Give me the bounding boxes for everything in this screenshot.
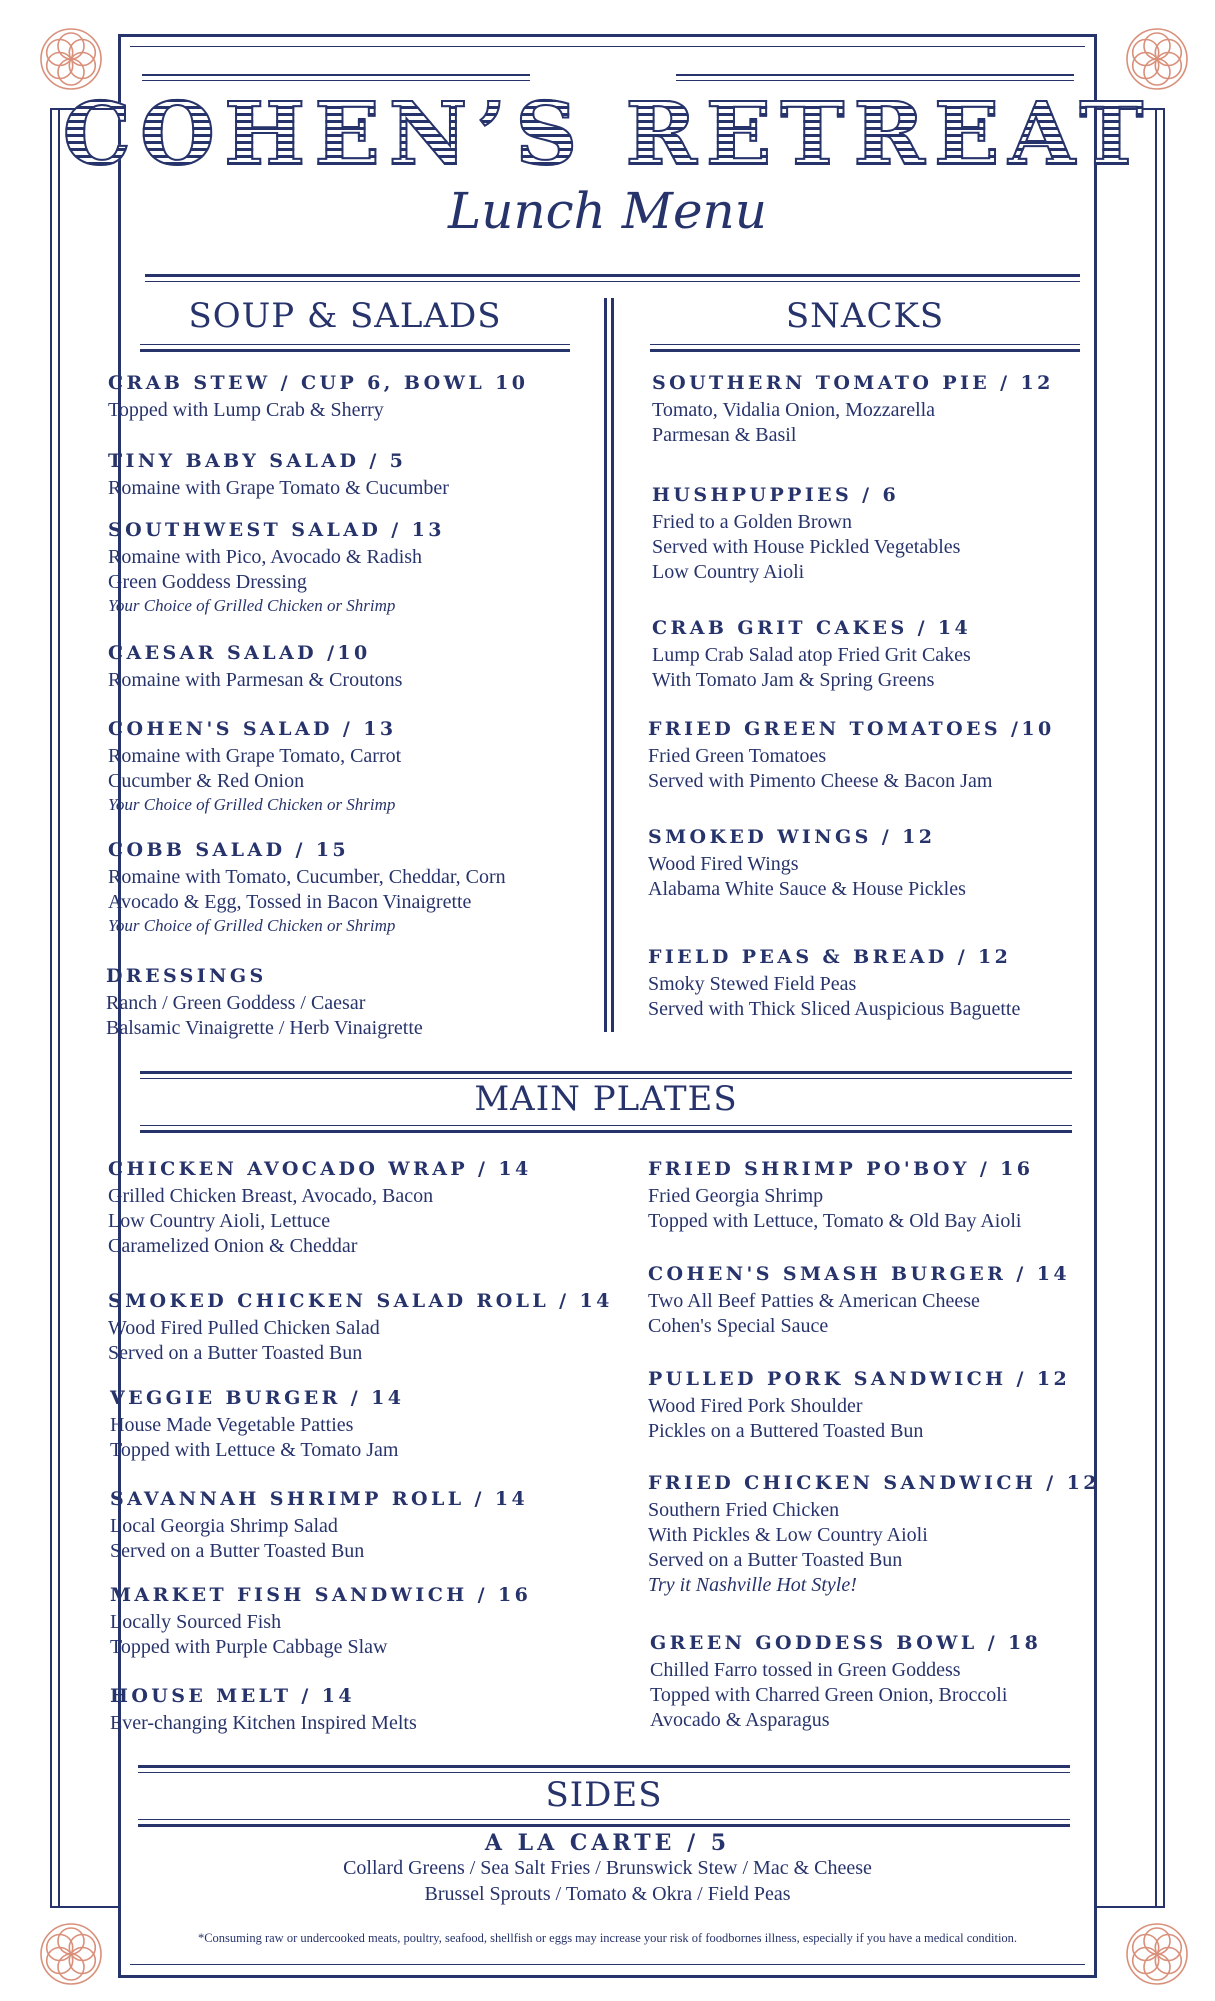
menu-item-name: HOUSE MELT / 14 (110, 1685, 355, 1707)
menu-item (108, 1290, 613, 1366)
section-rule (140, 1071, 1072, 1074)
menu-item-desc: Romaine with Parmesan & Croutons (108, 669, 403, 691)
menu-item-desc: Romaine with Tomato, Cucumber, Cheddar, Corn (108, 866, 506, 888)
menu-item-note: Your Choice of Grilled Chicken or Shrimp (108, 916, 396, 935)
menu-item-desc: Tomato, Vidalia Onion, Mozzarella (652, 399, 936, 421)
frame-border-side-left-inner (58, 108, 60, 1908)
frame-border-outer-right (1094, 34, 1097, 1978)
menu-item-name: SOUTHWEST SALAD / 13 (108, 519, 445, 541)
frame-border-outer-bottom (118, 1975, 1097, 1978)
menu-item-desc: Avocado & Asparagus (650, 1709, 830, 1731)
menu-item-name: VEGGIE BURGER / 14 (110, 1387, 405, 1409)
menu-item (648, 1368, 1070, 1444)
menu-item-desc: Served on a Butter Toasted Bun (108, 1342, 363, 1364)
menu-item (648, 1263, 1070, 1339)
menu-item-name: GREEN GODDESS BOWL / 18 (650, 1632, 1042, 1654)
frame-corner-bl (50, 1906, 120, 1908)
menu-item (108, 519, 445, 617)
section-rule (650, 344, 1080, 345)
menu-item (108, 372, 528, 423)
menu-item-name: CAESAR SALAD /10 (108, 642, 371, 664)
menu-item-desc: Local Georgia Shrimp Salad (110, 1515, 338, 1537)
menu-item-name: MARKET FISH SANDWICH / 16 (110, 1584, 532, 1606)
menu-item-desc: Fried to a Golden Brown (652, 511, 852, 533)
menu-item-desc: Wood Fired Wings (648, 853, 799, 875)
header-divider-2 (145, 281, 1080, 282)
menu-item-note: Try it Nashville Hot Style! (648, 1574, 857, 1596)
sides-a-la-carte-title: A LA CARTE / 5 (484, 1830, 731, 1856)
menu-item (110, 1584, 531, 1660)
menu-item-note: Your Choice of Grilled Chicken or Shrimp (108, 596, 396, 615)
menu-item-name: SAVANNAH SHRIMP ROLL / 14 (110, 1488, 529, 1510)
menu-item-name: HUSHPUPPIES / 6 (652, 484, 900, 506)
menu-item-name: FRIED CHICKEN SANDWICH / 12 (648, 1472, 1100, 1494)
menu-item (108, 1158, 532, 1259)
menu-item-desc: Cucumber & Red Onion (108, 770, 305, 792)
menu-item (108, 718, 401, 816)
menu-item-desc: Low Country Aioli (652, 561, 805, 583)
frame-border-side-right (1155, 108, 1157, 1908)
menu-item (110, 1685, 417, 1736)
menu-item-name: COHEN'S SMASH BURGER / 14 (648, 1263, 1070, 1285)
menu-item-desc: Two All Beef Patties & American Cheese (648, 1290, 980, 1312)
section-heading-snacks: SNACKS (785, 296, 945, 336)
menu-item-desc: With Pickles & Low Country Aioli (648, 1524, 928, 1546)
column-divider (604, 298, 607, 1032)
menu-item (648, 1158, 1033, 1234)
menu-item-desc: Served with Thick Sliced Auspicious Baguette (648, 998, 1021, 1020)
menu-item-name: SOUTHERN TOMATO PIE / 12 (652, 372, 1054, 394)
section-rule (138, 1765, 1070, 1768)
section-rule-2 (140, 349, 570, 352)
section-rule-2 (138, 1772, 1070, 1773)
menu-item-desc: Topped with Lump Crab & Sherry (108, 399, 384, 421)
section-rule (140, 344, 570, 345)
menu-item (108, 450, 449, 501)
frame-border-inner-top (130, 46, 1085, 47)
menu-item-desc: Served with Pimento Cheese & Bacon Jam (648, 770, 993, 792)
menu-item-desc: Topped with Lettuce, Tomato & Old Bay Aioli (648, 1210, 1022, 1232)
menu-item-name: CRAB STEW / CUP 6, BOWL 10 (108, 372, 529, 394)
menu-item-name: PULLED PORK SANDWICH / 12 (648, 1368, 1071, 1390)
header-rule-left-2 (142, 80, 530, 81)
menu-item-name: COBB SALAD / 15 (108, 839, 350, 861)
rosette-ornament-icon (38, 26, 104, 92)
menu-item-name: SMOKED WINGS / 12 (648, 826, 936, 848)
menu-item-desc: Fried Georgia Shrimp (648, 1185, 824, 1207)
menu-item (108, 642, 402, 693)
section-rule (138, 1819, 1070, 1820)
menu-item-desc: Smoky Stewed Field Peas (648, 973, 857, 995)
menu-item-desc: Locally Sourced Fish (110, 1611, 282, 1633)
menu-item-desc: Grilled Chicken Breast, Avocado, Bacon (108, 1185, 434, 1207)
header-rule-left (142, 74, 530, 76)
frame-corner-br (1095, 1906, 1165, 1908)
menu-item (648, 1472, 1100, 1598)
menu-item-name: CHICKEN AVOCADO WRAP / 14 (108, 1158, 532, 1180)
section-rule (140, 1125, 1072, 1126)
menu-item-desc: Ever-changing Kitchen Inspired Melts (110, 1712, 417, 1734)
menu-item-desc: Green Goddess Dressing (108, 571, 307, 593)
menu-item-desc: Parmesan & Basil (652, 424, 797, 446)
menu-item-name: DRESSINGS (106, 965, 267, 987)
menu-item-desc: Caramelized Onion & Cheddar (108, 1235, 358, 1257)
menu-item-name: COHEN'S SALAD / 13 (108, 718, 397, 740)
menu-item-desc: Alabama White Sauce & House Pickles (648, 878, 966, 900)
menu-item-name: SMOKED CHICKEN SALAD ROLL / 14 (108, 1290, 613, 1312)
section-rule-2 (650, 349, 1080, 352)
rosette-ornament-icon (1124, 26, 1190, 92)
menu-item-desc: Pickles on a Buttered Toasted Bun (648, 1420, 924, 1442)
header-rule-right-2 (676, 80, 1074, 81)
section-heading-main-plates: MAIN PLATES (474, 1079, 738, 1119)
menu-item-name: FRIED SHRIMP PO'BOY / 16 (648, 1158, 1034, 1180)
header-divider (145, 274, 1080, 277)
menu-item-desc: Southern Fried Chicken (648, 1499, 840, 1521)
frame-border-outer-top (118, 34, 1097, 37)
menu-item-desc: Romaine with Pico, Avocado & Radish (108, 546, 423, 568)
menu-item (110, 1488, 528, 1564)
menu-item-desc: With Tomato Jam & Spring Greens (652, 669, 935, 691)
menu-item-desc: Topped with Purple Cabbage Slaw (110, 1636, 388, 1658)
menu-item (648, 946, 1020, 1022)
menu-item-desc: Topped with Charred Green Onion, Broccoli (650, 1684, 1008, 1706)
menu-item-desc: Served on a Butter Toasted Bun (110, 1540, 365, 1562)
frame-border-inner-bottom (130, 1964, 1085, 1965)
menu-item-desc: Romaine with Grape Tomato & Cucumber (108, 477, 449, 499)
menu-item-name: TINY BABY SALAD / 5 (108, 450, 407, 472)
menu-item-desc: Balsamic Vinaigrette / Herb Vinaigrette (106, 1017, 423, 1039)
menu-item-desc: Wood Fired Pork Shoulder (648, 1395, 863, 1417)
menu-item-desc: Served with House Pickled Vegetables (652, 536, 961, 558)
menu-item-desc: Lump Crab Salad atop Fried Grit Cakes (652, 644, 971, 666)
frame-border-side-right-inner (1163, 108, 1165, 1908)
menu-item-desc: Fried Green Tomatoes (648, 745, 827, 767)
section-heading-sides: SIDES (545, 1775, 663, 1815)
menu-subtitle: Lunch Menu (448, 182, 767, 240)
header-rule-right (676, 74, 1074, 76)
menu-item-desc: Wood Fired Pulled Chicken Salad (108, 1317, 380, 1339)
column-divider-2 (611, 298, 614, 1032)
sides-list-line-2: Brussel Sprouts / Tomato & Okra / Field Peas (424, 1883, 791, 1905)
menu-item (652, 484, 960, 585)
menu-item-desc: Topped with Lettuce & Tomato Jam (110, 1439, 399, 1461)
menu-item-desc: Ranch / Green Goddess / Caesar (106, 992, 366, 1014)
menu-item (108, 839, 506, 937)
food-safety-disclaimer: *Consuming raw or undercooked meats, poultry, seafood, shellfish or eggs may increase your risk of foodbornes illness, especially if you have a medical condition. (197, 1931, 1018, 1945)
restaurant-title: COHEN’S RETREAT (0, 92, 1215, 178)
frame-border-side-left (50, 108, 52, 1908)
menu-item-desc: Avocado & Egg, Tossed in Bacon Vinaigrette (108, 891, 472, 913)
menu-item-desc: Cohen's Special Sauce (648, 1315, 829, 1337)
menu-item-dressings (106, 965, 423, 1041)
section-rule-2 (140, 1130, 1072, 1133)
menu-item-note: Your Choice of Grilled Chicken or Shrimp (108, 795, 396, 814)
menu-item (648, 718, 1055, 794)
menu-item-desc: Served on a Butter Toasted Bun (648, 1549, 903, 1571)
menu-item (110, 1387, 404, 1463)
menu-item-desc: Romaine with Grape Tomato, Carrot (108, 745, 402, 767)
menu-item (652, 617, 971, 693)
menu-item-name: FRIED GREEN TOMATOES /10 (648, 718, 1055, 740)
menu-item (650, 1632, 1041, 1733)
menu-item (652, 372, 1054, 448)
section-heading-soup-salads: SOUP & SALADS (188, 296, 502, 336)
menu-item (648, 826, 966, 902)
menu-item-desc: House Made Vegetable Patties (110, 1414, 354, 1436)
menu-item-name: CRAB GRIT CAKES / 14 (652, 617, 972, 639)
menu-item-desc: Chilled Farro tossed in Green Goddess (650, 1659, 961, 1681)
menu-item-name: FIELD PEAS & BREAD / 12 (648, 946, 1012, 968)
sides-list-line-1: Collard Greens / Sea Salt Fries / Brunswick Stew / Mac & Cheese (343, 1857, 872, 1879)
menu-item-desc: Low Country Aioli, Lettuce (108, 1210, 331, 1232)
section-rule-2 (138, 1824, 1070, 1827)
